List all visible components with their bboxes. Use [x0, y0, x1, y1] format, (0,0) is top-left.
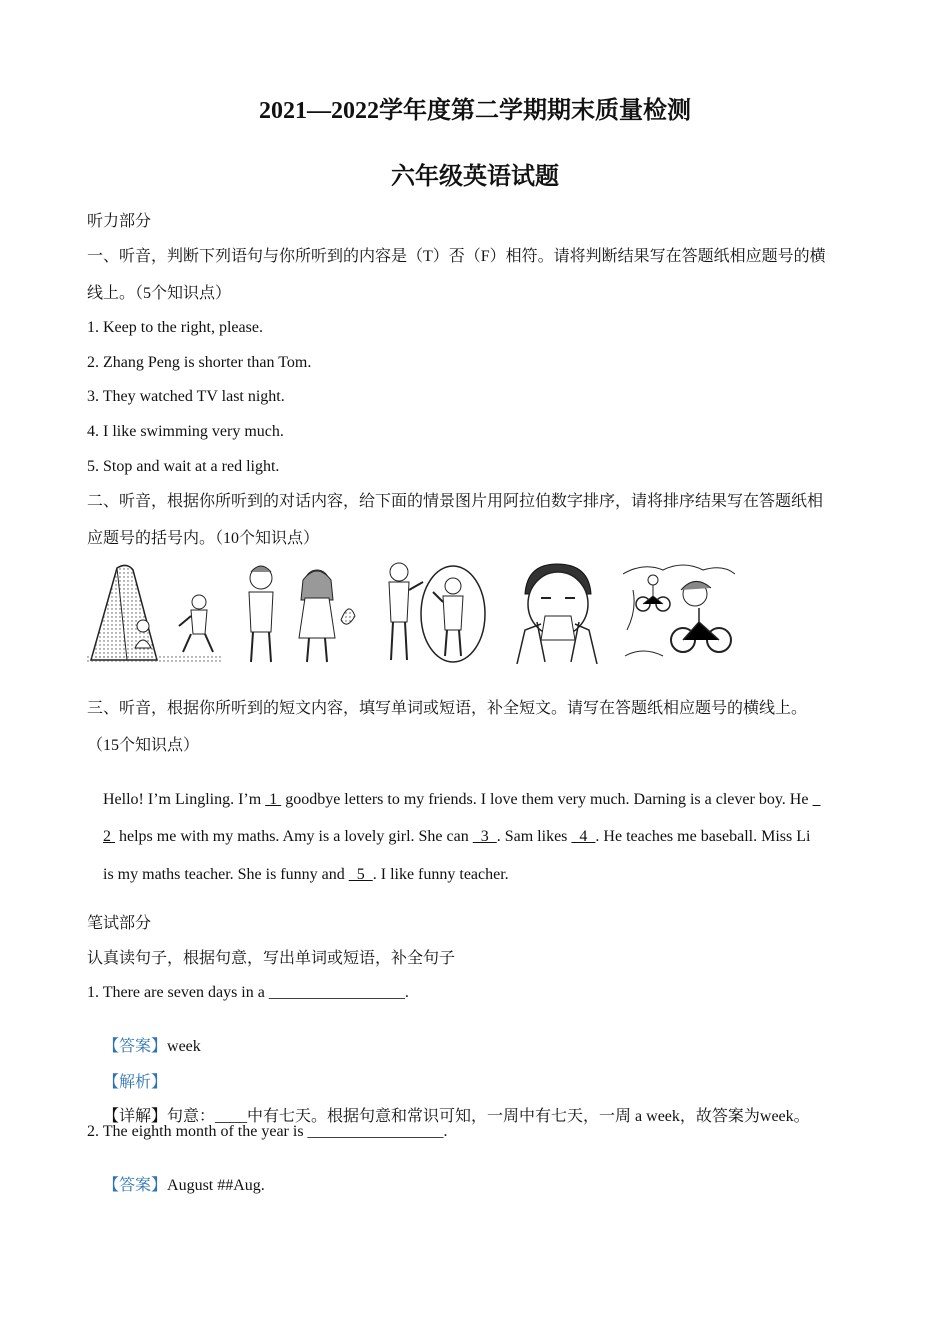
section2-instruction-line2: 应题号的括号内。（10个知识点） — [87, 530, 320, 547]
listening-heading: 听力部分 — [87, 213, 152, 230]
blank-2-start — [812, 791, 820, 808]
blank-2: 2 — [103, 828, 115, 845]
section1-item: 2. Zhang Peng is shorter than Tom. — [87, 354, 312, 371]
sick-man-picture — [511, 560, 603, 664]
analysis-tag: 【解析】 — [103, 1074, 168, 1091]
mirror-picture — [379, 560, 489, 664]
blank-1: 1 — [265, 791, 282, 808]
blank-4: 4 — [571, 828, 596, 845]
cycling-picture — [623, 560, 735, 664]
passage-text: Hello! I’m Lingling. I’m — [103, 791, 266, 808]
answer-tag: 【答案】 — [103, 1177, 168, 1194]
writing-instruction: 认真读句子，根据句意，写出单词或短语，补全句子 — [87, 950, 456, 967]
passage-text: . He teaches me baseball. Miss Li — [595, 828, 811, 845]
scene-pictures — [87, 560, 747, 668]
section3-instruction-line1: 三、听音，根据你所听到的短文内容，填写单词或短语，补全短文。请写在答题纸相应题号的横线上。 — [87, 700, 808, 717]
detail-text: 句意： — [167, 1108, 216, 1125]
section1-item: 3. They watched TV last night. — [87, 388, 285, 405]
answer-text: week — [167, 1038, 201, 1055]
passage-line3 — [87, 845, 867, 905]
question-2: 2. The eighth month of the year is _________________. — [87, 1123, 448, 1140]
section1-instruction-line2: 线上。（5个知识点） — [87, 285, 232, 302]
boy-and-girl-picture — [237, 560, 359, 664]
detail-text: 中有七天。根据句意和常识可知，一周中有七天，一周 a week，故答案为week。 — [247, 1108, 810, 1125]
blank-5: 5 — [348, 866, 373, 883]
passage-text: . I like funny teacher. — [372, 866, 509, 883]
section3-instruction-line2: （15个知识点） — [87, 737, 200, 754]
section1-item: 4. I like swimming very much. — [87, 423, 284, 440]
detail-tag: 【详解】 — [103, 1108, 168, 1125]
passage-text: . Sam likes — [496, 828, 572, 845]
section1-item: 5. Stop and wait at a red light. — [87, 458, 280, 475]
answer-tag: 【答案】 — [103, 1038, 168, 1055]
writing-heading: 笔试部分 — [87, 915, 152, 932]
exam-subtitle: 六年级英语试题 — [391, 164, 559, 190]
passage-text: goodbye letters to my friends. I love them very much. Darning is a clever boy. He — [281, 791, 813, 808]
question-1: 1. There are seven days in a _________________. — [87, 984, 409, 1001]
blank-3: 3 — [472, 828, 497, 845]
section1-instruction-line1: 一、听音，判断下列语句与你所听到的内容是（T）否（F）相符。请将判断结果写在答题纸相应题号的横 — [87, 248, 826, 265]
detail-blank: ____ — [215, 1108, 248, 1125]
section2-instruction-line1: 二、听音，根据你所听到的对话内容，给下面的情景图片用阿拉伯数字排序，请将排序结果写在答题纸相 — [87, 493, 824, 510]
section1-item: 1. Keep to the right, please. — [87, 319, 263, 336]
exam-title: 2021—2022学年度第二学期期末质量检测 — [259, 98, 691, 124]
passage-text: helps me with my maths. Amy is a lovely girl. She can — [115, 828, 473, 845]
passage-text: is my maths teacher. She is funny and — [103, 866, 349, 883]
answer-2 — [87, 1156, 867, 1216]
answer-text: August ##Aug. — [167, 1177, 265, 1194]
camping-tent-picture — [87, 560, 223, 664]
